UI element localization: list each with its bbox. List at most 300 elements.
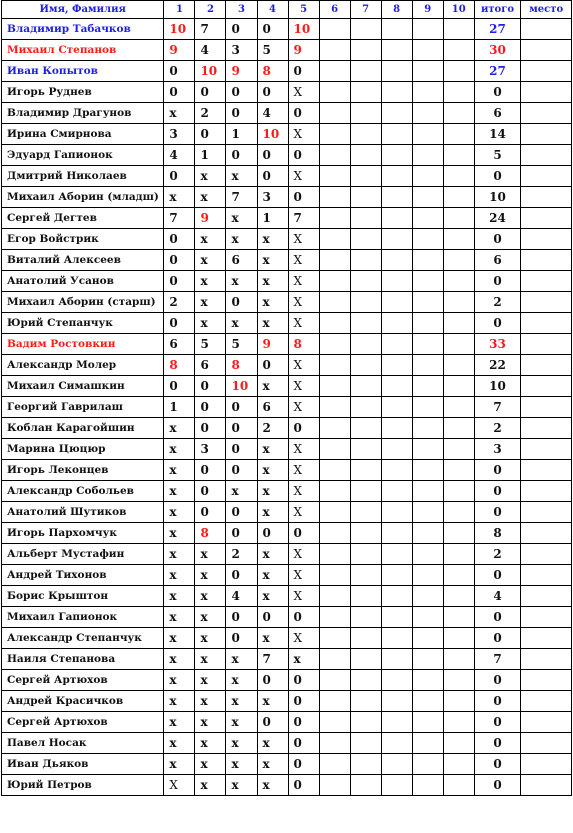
round-5-score: 7	[288, 208, 319, 229]
round-5-score: X	[288, 229, 319, 250]
round-2-score: x	[195, 691, 226, 712]
place-cell	[521, 649, 572, 670]
total-score: 0	[474, 628, 521, 649]
round-5-score: x	[288, 649, 319, 670]
place-cell	[521, 439, 572, 460]
round-2-score: 0	[195, 481, 226, 502]
round-7-score	[350, 40, 381, 61]
table-row	[2, 292, 572, 313]
round-7-score	[350, 334, 381, 355]
round-7-score	[350, 19, 381, 40]
round-2-score: x	[195, 544, 226, 565]
round-8-score	[381, 376, 412, 397]
player-name: Игорь Леконцев	[2, 460, 164, 481]
player-name: Дмитрий Николаев	[2, 166, 164, 187]
round-8-score	[381, 61, 412, 82]
round-10-score	[443, 565, 474, 586]
round-1-score: x	[164, 670, 195, 691]
round-5-score: 0	[288, 103, 319, 124]
round-7-score	[350, 82, 381, 103]
round-2-score: x	[195, 670, 226, 691]
round-1-score: 4	[164, 145, 195, 166]
round-3-score: 0	[226, 628, 257, 649]
total-score: 2	[474, 292, 521, 313]
round-2-score: 7	[195, 19, 226, 40]
round-5-score: 0	[288, 61, 319, 82]
place-cell	[521, 544, 572, 565]
round-1-score: 0	[164, 82, 195, 103]
round-1-score: 3	[164, 124, 195, 145]
header-name: Имя, Фамилия	[2, 1, 164, 19]
round-6-score	[319, 61, 350, 82]
round-1-score: x	[164, 733, 195, 754]
round-8-score	[381, 355, 412, 376]
round-3-score: 5	[226, 334, 257, 355]
round-1-score: x	[164, 586, 195, 607]
round-3-score: x	[226, 649, 257, 670]
round-6-score	[319, 19, 350, 40]
round-7-score	[350, 502, 381, 523]
place-cell	[521, 292, 572, 313]
round-3-score: 0	[226, 607, 257, 628]
player-name: Юрий Петров	[2, 775, 164, 796]
round-8-score	[381, 670, 412, 691]
place-cell	[521, 691, 572, 712]
round-9-score	[412, 775, 443, 796]
round-2-score: 0	[195, 460, 226, 481]
player-name: Сергей Артюхов	[2, 712, 164, 733]
round-2-score: x	[195, 649, 226, 670]
player-name: Михаил Гапионок	[2, 607, 164, 628]
round-7-score	[350, 229, 381, 250]
round-7-score	[350, 376, 381, 397]
round-5-score: X	[288, 586, 319, 607]
round-3-score: 3	[226, 40, 257, 61]
round-8-score	[381, 229, 412, 250]
table-row	[2, 61, 572, 82]
round-2-score: 5	[195, 334, 226, 355]
round-3-score: 1	[226, 124, 257, 145]
round-4-score: 3	[257, 187, 288, 208]
round-10-score	[443, 103, 474, 124]
round-6-score	[319, 439, 350, 460]
round-9-score	[412, 481, 443, 502]
round-2-score: x	[195, 628, 226, 649]
round-2-score: x	[195, 712, 226, 733]
total-score: 27	[474, 19, 521, 40]
round-4-score: x	[257, 754, 288, 775]
header-total: итого	[474, 1, 521, 19]
round-10-score	[443, 502, 474, 523]
round-2-score: 0	[195, 397, 226, 418]
total-score: 22	[474, 355, 521, 376]
total-score: 0	[474, 754, 521, 775]
round-6-score	[319, 313, 350, 334]
player-name: Вадим Ростовкин	[2, 334, 164, 355]
round-6-score	[319, 334, 350, 355]
round-7-score	[350, 103, 381, 124]
round-5-score: X	[288, 313, 319, 334]
total-score: 27	[474, 61, 521, 82]
round-10-score	[443, 40, 474, 61]
round-1-score: 2	[164, 292, 195, 313]
round-1-score: 7	[164, 208, 195, 229]
player-name: Сергей Дегтев	[2, 208, 164, 229]
table-row	[2, 250, 572, 271]
round-5-score: X	[288, 565, 319, 586]
round-9-score	[412, 733, 443, 754]
round-6-score	[319, 712, 350, 733]
round-8-score	[381, 649, 412, 670]
round-4-score: 0	[257, 712, 288, 733]
player-name: Владимир Драгунов	[2, 103, 164, 124]
player-name: Михаил Аборин (младш)	[2, 187, 164, 208]
header-round-8: 8	[381, 1, 412, 19]
round-6-score	[319, 82, 350, 103]
round-9-score	[412, 439, 443, 460]
table-row	[2, 40, 572, 61]
round-6-score	[319, 523, 350, 544]
total-score: 33	[474, 334, 521, 355]
round-5-score: 0	[288, 607, 319, 628]
round-6-score	[319, 145, 350, 166]
header-round-5: 5	[288, 1, 319, 19]
round-2-score: 0	[195, 502, 226, 523]
round-1-score: x	[164, 691, 195, 712]
round-4-score: x	[257, 250, 288, 271]
place-cell	[521, 229, 572, 250]
round-8-score	[381, 292, 412, 313]
round-7-score	[350, 649, 381, 670]
total-score: 0	[474, 565, 521, 586]
round-10-score	[443, 628, 474, 649]
place-cell	[521, 481, 572, 502]
round-8-score	[381, 145, 412, 166]
results-table	[1, 0, 572, 796]
round-1-score: x	[164, 607, 195, 628]
round-7-score	[350, 124, 381, 145]
round-3-score: x	[226, 166, 257, 187]
round-1-score: 10	[164, 19, 195, 40]
round-5-score: X	[288, 82, 319, 103]
total-score: 0	[474, 166, 521, 187]
round-2-score: x	[195, 565, 226, 586]
round-8-score	[381, 502, 412, 523]
round-3-score: 4	[226, 586, 257, 607]
player-name: Егор Войстрик	[2, 229, 164, 250]
round-7-score	[350, 481, 381, 502]
round-7-score	[350, 733, 381, 754]
round-6-score	[319, 397, 350, 418]
round-8-score	[381, 691, 412, 712]
round-6-score	[319, 418, 350, 439]
round-9-score	[412, 376, 443, 397]
round-10-score	[443, 82, 474, 103]
round-4-score: x	[257, 313, 288, 334]
round-4-score: x	[257, 628, 288, 649]
round-5-score: X	[288, 628, 319, 649]
round-8-score	[381, 481, 412, 502]
round-1-score: x	[164, 649, 195, 670]
table-row	[2, 19, 572, 40]
round-3-score: x	[226, 733, 257, 754]
round-5-score: X	[288, 376, 319, 397]
round-5-score: 0	[288, 187, 319, 208]
place-cell	[521, 712, 572, 733]
round-1-score: x	[164, 565, 195, 586]
round-1-score: 0	[164, 271, 195, 292]
player-name: Эдуард Гапионок	[2, 145, 164, 166]
round-1-score: x	[164, 502, 195, 523]
round-4-score: x	[257, 439, 288, 460]
round-3-score: x	[226, 271, 257, 292]
round-2-score: 0	[195, 376, 226, 397]
round-4-score: 0	[257, 523, 288, 544]
table-row	[2, 355, 572, 376]
table-row	[2, 754, 572, 775]
round-9-score	[412, 334, 443, 355]
round-9-score	[412, 649, 443, 670]
round-7-score	[350, 523, 381, 544]
total-score: 6	[474, 250, 521, 271]
round-8-score	[381, 124, 412, 145]
round-7-score	[350, 313, 381, 334]
player-name: Иван Дьяков	[2, 754, 164, 775]
place-cell	[521, 124, 572, 145]
player-name: Андрей Тихонов	[2, 565, 164, 586]
round-8-score	[381, 460, 412, 481]
round-8-score	[381, 40, 412, 61]
round-5-score: X	[288, 271, 319, 292]
player-name: Юрий Степанчук	[2, 313, 164, 334]
table-row	[2, 670, 572, 691]
round-3-score: x	[226, 775, 257, 796]
round-2-score: x	[195, 166, 226, 187]
place-cell	[521, 733, 572, 754]
total-score: 0	[474, 712, 521, 733]
round-10-score	[443, 523, 474, 544]
round-9-score	[412, 124, 443, 145]
round-3-score: x	[226, 481, 257, 502]
round-4-score: 6	[257, 397, 288, 418]
round-7-score	[350, 166, 381, 187]
round-9-score	[412, 397, 443, 418]
round-5-score: X	[288, 124, 319, 145]
round-4-score: 0	[257, 166, 288, 187]
round-8-score	[381, 418, 412, 439]
place-cell	[521, 754, 572, 775]
player-name: Михаил Симашкин	[2, 376, 164, 397]
place-cell	[521, 628, 572, 649]
round-7-score	[350, 691, 381, 712]
round-3-score: x	[226, 712, 257, 733]
round-7-score	[350, 607, 381, 628]
place-cell	[521, 250, 572, 271]
place-cell	[521, 271, 572, 292]
round-3-score: x	[226, 670, 257, 691]
round-4-score: x	[257, 691, 288, 712]
round-4-score: 10	[257, 124, 288, 145]
table-body	[2, 19, 572, 796]
player-name: Борис Крыштон	[2, 586, 164, 607]
player-name: Коблан Карагойшин	[2, 418, 164, 439]
round-10-score	[443, 292, 474, 313]
round-3-score: 6	[226, 250, 257, 271]
round-8-score	[381, 754, 412, 775]
round-1-score: 9	[164, 40, 195, 61]
round-4-score: 4	[257, 103, 288, 124]
round-10-score	[443, 376, 474, 397]
round-9-score	[412, 628, 443, 649]
header-round-9: 9	[412, 1, 443, 19]
header-round-10: 10	[443, 1, 474, 19]
round-10-score	[443, 418, 474, 439]
round-5-score: X	[288, 460, 319, 481]
place-cell	[521, 586, 572, 607]
round-2-score: 2	[195, 103, 226, 124]
round-6-score	[319, 376, 350, 397]
total-score: 10	[474, 187, 521, 208]
round-8-score	[381, 208, 412, 229]
player-name: Анатолий Усанов	[2, 271, 164, 292]
round-9-score	[412, 607, 443, 628]
round-3-score: 0	[226, 82, 257, 103]
table-row	[2, 103, 572, 124]
player-name: Александр Степанчук	[2, 628, 164, 649]
round-4-score: x	[257, 481, 288, 502]
total-score: 7	[474, 397, 521, 418]
round-7-score	[350, 292, 381, 313]
table-row	[2, 418, 572, 439]
round-4-score: 0	[257, 355, 288, 376]
round-8-score	[381, 334, 412, 355]
total-score: 0	[474, 271, 521, 292]
round-3-score: x	[226, 313, 257, 334]
table-row	[2, 334, 572, 355]
round-6-score	[319, 124, 350, 145]
round-6-score	[319, 103, 350, 124]
round-4-score: 9	[257, 334, 288, 355]
round-5-score: X	[288, 250, 319, 271]
round-6-score	[319, 649, 350, 670]
round-7-score	[350, 628, 381, 649]
round-9-score	[412, 355, 443, 376]
total-score: 14	[474, 124, 521, 145]
round-4-score: x	[257, 544, 288, 565]
round-6-score	[319, 481, 350, 502]
round-6-score	[319, 565, 350, 586]
round-9-score	[412, 523, 443, 544]
table-row	[2, 166, 572, 187]
round-6-score	[319, 607, 350, 628]
place-cell	[521, 418, 572, 439]
round-4-score: x	[257, 565, 288, 586]
round-3-score: 0	[226, 418, 257, 439]
round-6-score	[319, 628, 350, 649]
round-2-score: 9	[195, 208, 226, 229]
round-1-score: x	[164, 481, 195, 502]
round-5-score: 0	[288, 670, 319, 691]
round-2-score: x	[195, 607, 226, 628]
player-name: Наиля Степанова	[2, 649, 164, 670]
player-name: Виталий Алексеев	[2, 250, 164, 271]
round-5-score: X	[288, 544, 319, 565]
round-7-score	[350, 712, 381, 733]
round-9-score	[412, 565, 443, 586]
round-1-score: x	[164, 754, 195, 775]
round-10-score	[443, 250, 474, 271]
round-10-score	[443, 355, 474, 376]
round-7-score	[350, 397, 381, 418]
place-cell	[521, 145, 572, 166]
round-2-score: 8	[195, 523, 226, 544]
round-5-score: 9	[288, 40, 319, 61]
place-cell	[521, 376, 572, 397]
table-row	[2, 82, 572, 103]
table-row	[2, 229, 572, 250]
round-9-score	[412, 103, 443, 124]
round-10-score	[443, 754, 474, 775]
total-score: 2	[474, 544, 521, 565]
player-name: Павел Носак	[2, 733, 164, 754]
round-2-score: x	[195, 187, 226, 208]
round-1-score: 8	[164, 355, 195, 376]
header-round-3: 3	[226, 1, 257, 19]
round-3-score: x	[226, 229, 257, 250]
header-round-7: 7	[350, 1, 381, 19]
place-cell	[521, 40, 572, 61]
round-1-score: x	[164, 103, 195, 124]
table-row	[2, 481, 572, 502]
round-10-score	[443, 166, 474, 187]
table-row	[2, 439, 572, 460]
round-7-score	[350, 418, 381, 439]
round-9-score	[412, 418, 443, 439]
round-2-score: 1	[195, 145, 226, 166]
place-cell	[521, 208, 572, 229]
round-10-score	[443, 61, 474, 82]
round-2-score: 0	[195, 124, 226, 145]
total-score: 0	[474, 733, 521, 754]
total-score: 3	[474, 439, 521, 460]
player-name: Андрей Красичков	[2, 691, 164, 712]
round-3-score: 2	[226, 544, 257, 565]
round-6-score	[319, 754, 350, 775]
round-3-score: 0	[226, 460, 257, 481]
table-row	[2, 523, 572, 544]
round-1-score: 1	[164, 397, 195, 418]
round-5-score: 8	[288, 334, 319, 355]
table-row	[2, 187, 572, 208]
round-6-score	[319, 733, 350, 754]
round-8-score	[381, 607, 412, 628]
round-8-score	[381, 565, 412, 586]
round-4-score: x	[257, 376, 288, 397]
round-10-score	[443, 124, 474, 145]
round-7-score	[350, 250, 381, 271]
place-cell	[521, 19, 572, 40]
total-score: 10	[474, 376, 521, 397]
round-9-score	[412, 670, 443, 691]
round-5-score: X	[288, 355, 319, 376]
round-4-score: 5	[257, 40, 288, 61]
table-row	[2, 376, 572, 397]
round-1-score: 0	[164, 166, 195, 187]
header-round-1: 1	[164, 1, 195, 19]
round-6-score	[319, 166, 350, 187]
round-2-score: x	[195, 733, 226, 754]
round-10-score	[443, 313, 474, 334]
